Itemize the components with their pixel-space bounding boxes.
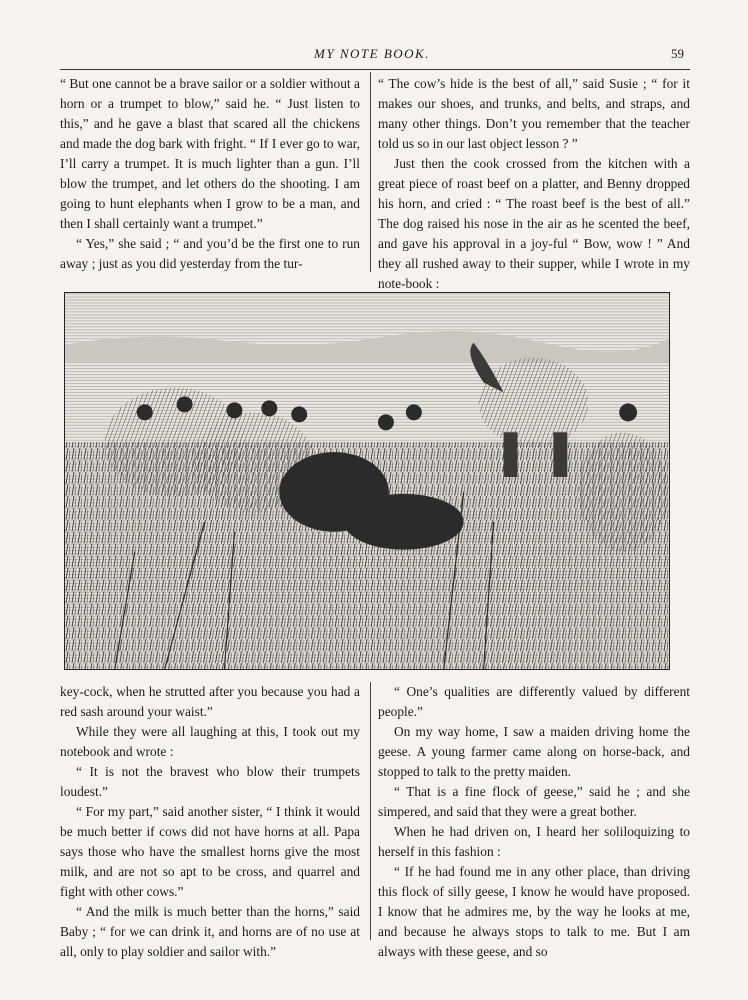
page-number: 59 [671, 46, 684, 61]
header-rule [60, 69, 690, 70]
paragraph: When he had driven on, I heard her soliloquizing to herself in this fashion : [378, 824, 690, 859]
paragraph: Just then the cook crossed from the kitchen with a great piece of roast beef on a platter, and Benny dropped his horn, and cried : “ The roast beef is the best of all.” The dog raised his nose in the air as he scented the beef, and gave his approval in a joy-ful “ Bow, wow ! ” And they all rushed away to their supper, while I wrote in my note-book : [378, 156, 690, 291]
paragraph: “ And the milk is much better than the horns,” said Baby ; “ for we can drink it, and horns are of no use at all, only to play soldier and sailor with.” [60, 904, 360, 959]
engraving-image [65, 293, 669, 669]
paragraph: “ It is not the bravest who blow their trumpets loudest.” [60, 764, 360, 799]
column-top-right [378, 74, 690, 294]
column-divider-bottom [370, 682, 371, 940]
column-bottom-right [378, 682, 690, 962]
column-top-left [60, 74, 360, 274]
paragraph: “ For my part,” said another sister, “ I think it would be much better if cows did not have horns at all. Papa says those who have the smallest horns give the most milk, and are not so apt to be cross, and quarrel and fight with other cows.” [60, 804, 360, 899]
paragraph: “ Yes,” she said ; “ and you’d be the first one to run away ; just as you did yesterday from the tur- [60, 236, 360, 271]
hunting-engraving [64, 292, 670, 670]
paragraph: “ One’s qualities are differently valued by different people.” [378, 684, 690, 719]
paragraph: On my way home, I saw a maiden driving home the geese. A young farmer came along on horse-back, and stopped to talk to the pretty maiden. [378, 724, 690, 779]
column-bottom-left [60, 682, 360, 962]
paragraph: “ But one cannot be a brave sailor or a soldier without a horn or a trumpet to blow,” said he. “ Just listen to this,” and he gave a blast that scared all the chickens and made the dog bark with fright. “ If I ever go to war, I’ll carry a trumpet. It is much lighter than a gun. I’ll blow the trumpet, and let others do the shooting. I am going to hunt elephants when I grow to be a man, and then I shall certainly want a trumpet.” [60, 76, 360, 231]
paragraph: “ That is a fine flock of geese,” said he ; and she simpered, and said that they were a great bother. [378, 784, 690, 819]
paragraph: While they were all laughing at this, I took out my notebook and wrote : [60, 724, 360, 759]
paragraph: “ The cow’s hide is the best of all,” said Susie ; “ for it makes our shoes, and trunks, and belts, and straps, and many other things. Don’t you remember that the teacher told us so in our last object lesson ? ” [378, 76, 690, 151]
running-header [60, 46, 684, 66]
running-title: MY NOTE BOOK. [314, 46, 430, 61]
paragraph: “ If he had found me in any other place, than driving this flock of silly geese, I know he would have proposed. I know that he admires me, by the way he looks at me, and because he always stops to talk to me. But I am always with these geese, and so [378, 864, 690, 959]
column-divider-top [370, 72, 371, 272]
paragraph: key-cock, when he strutted after you because you had a red sash around your waist.” [60, 684, 360, 719]
